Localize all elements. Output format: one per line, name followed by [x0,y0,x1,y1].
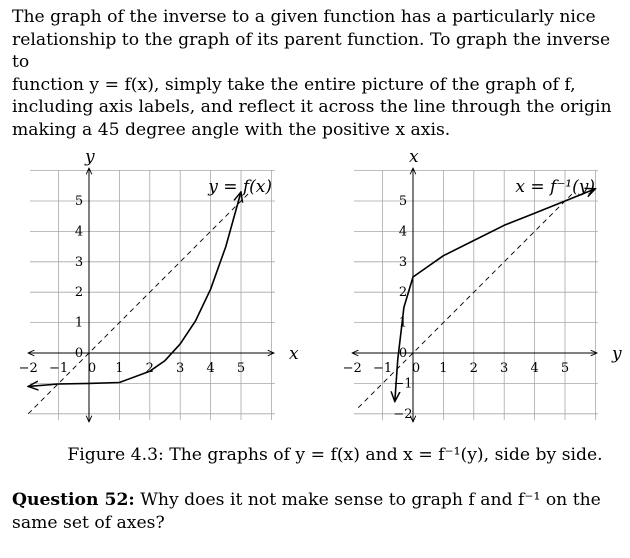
intro-line-5: making a 45 degree angle with the positive x axis. [12,119,451,140]
intro-line-1: The graph of the inverse to a given function has a particularly nice [12,7,596,27]
x-tick-label: −2 [342,361,362,376]
grid [354,170,598,420]
intro-line-4: including axis labels, and reflect it across the line through the origin [12,97,612,118]
y-tick-label: 4 [74,224,84,240]
y-tick-label: 5 [398,194,408,209]
y-tick-label: 5 [74,194,84,209]
x-tick-label: 0 [87,361,97,376]
question-label: Question 52: [12,490,135,510]
y-tick-label: 2 [398,285,408,301]
y-tick-label: −1 [393,376,413,392]
x-axis-label: x [289,344,299,364]
x-tick-label: 5 [560,361,570,376]
x-tick-label: 2 [145,361,154,376]
y-tick-label: 2 [74,285,84,301]
x-tick-label: −1 [49,361,69,376]
x-tick-label: −2 [18,361,38,376]
curve-label: y = f(x) [208,177,272,197]
question-52 [12,489,624,534]
y-tick-label: 3 [398,254,408,270]
y-tick-label: 1 [74,315,84,331]
x-tick-label: 4 [530,361,539,376]
curve-label: x = f⁻¹(y) [515,177,595,197]
question-text: Why does it not make sense to graph f and f⁻¹ on the same set of axes? [12,490,601,533]
chart-left [19,147,299,422]
reference-line-y-equals-x [28,192,250,414]
intro-line-2: relationship to the graph of its parent function. To graph the inverse to [12,29,611,73]
y-tick-label: 4 [398,224,408,240]
x-tick-label: −1 [373,361,393,376]
y-tick-label: 0 [398,346,408,361]
x-tick-label: 3 [500,361,509,376]
y-tick-label: −2 [393,406,413,422]
x-tick-label: 5 [236,361,246,376]
x-tick-label: 3 [176,361,185,376]
y-tick-label: 3 [74,254,84,270]
x-tick-label: 4 [206,361,215,376]
figure-caption: Figure 4.3: The graphs of y = f(x) and x = f⁻¹(y), side by side. [67,445,603,465]
y-axis-label: x [409,147,419,167]
x-axis-label: y [612,344,622,364]
x-tick-label: 1 [115,361,124,376]
x-tick-label: 2 [469,361,478,376]
y-tick-label: 1 [398,315,408,331]
y-axis-label: y [85,147,95,167]
x-tick-label: 0 [411,361,421,376]
x-tick-label: 1 [439,361,448,376]
function-curve [28,192,241,387]
intro-line-3: function y = f(x), simply take the entire picture of the graph of f, [12,74,576,95]
chart-right [343,147,622,422]
y-tick-label: 0 [74,346,84,361]
grid [30,170,275,420]
